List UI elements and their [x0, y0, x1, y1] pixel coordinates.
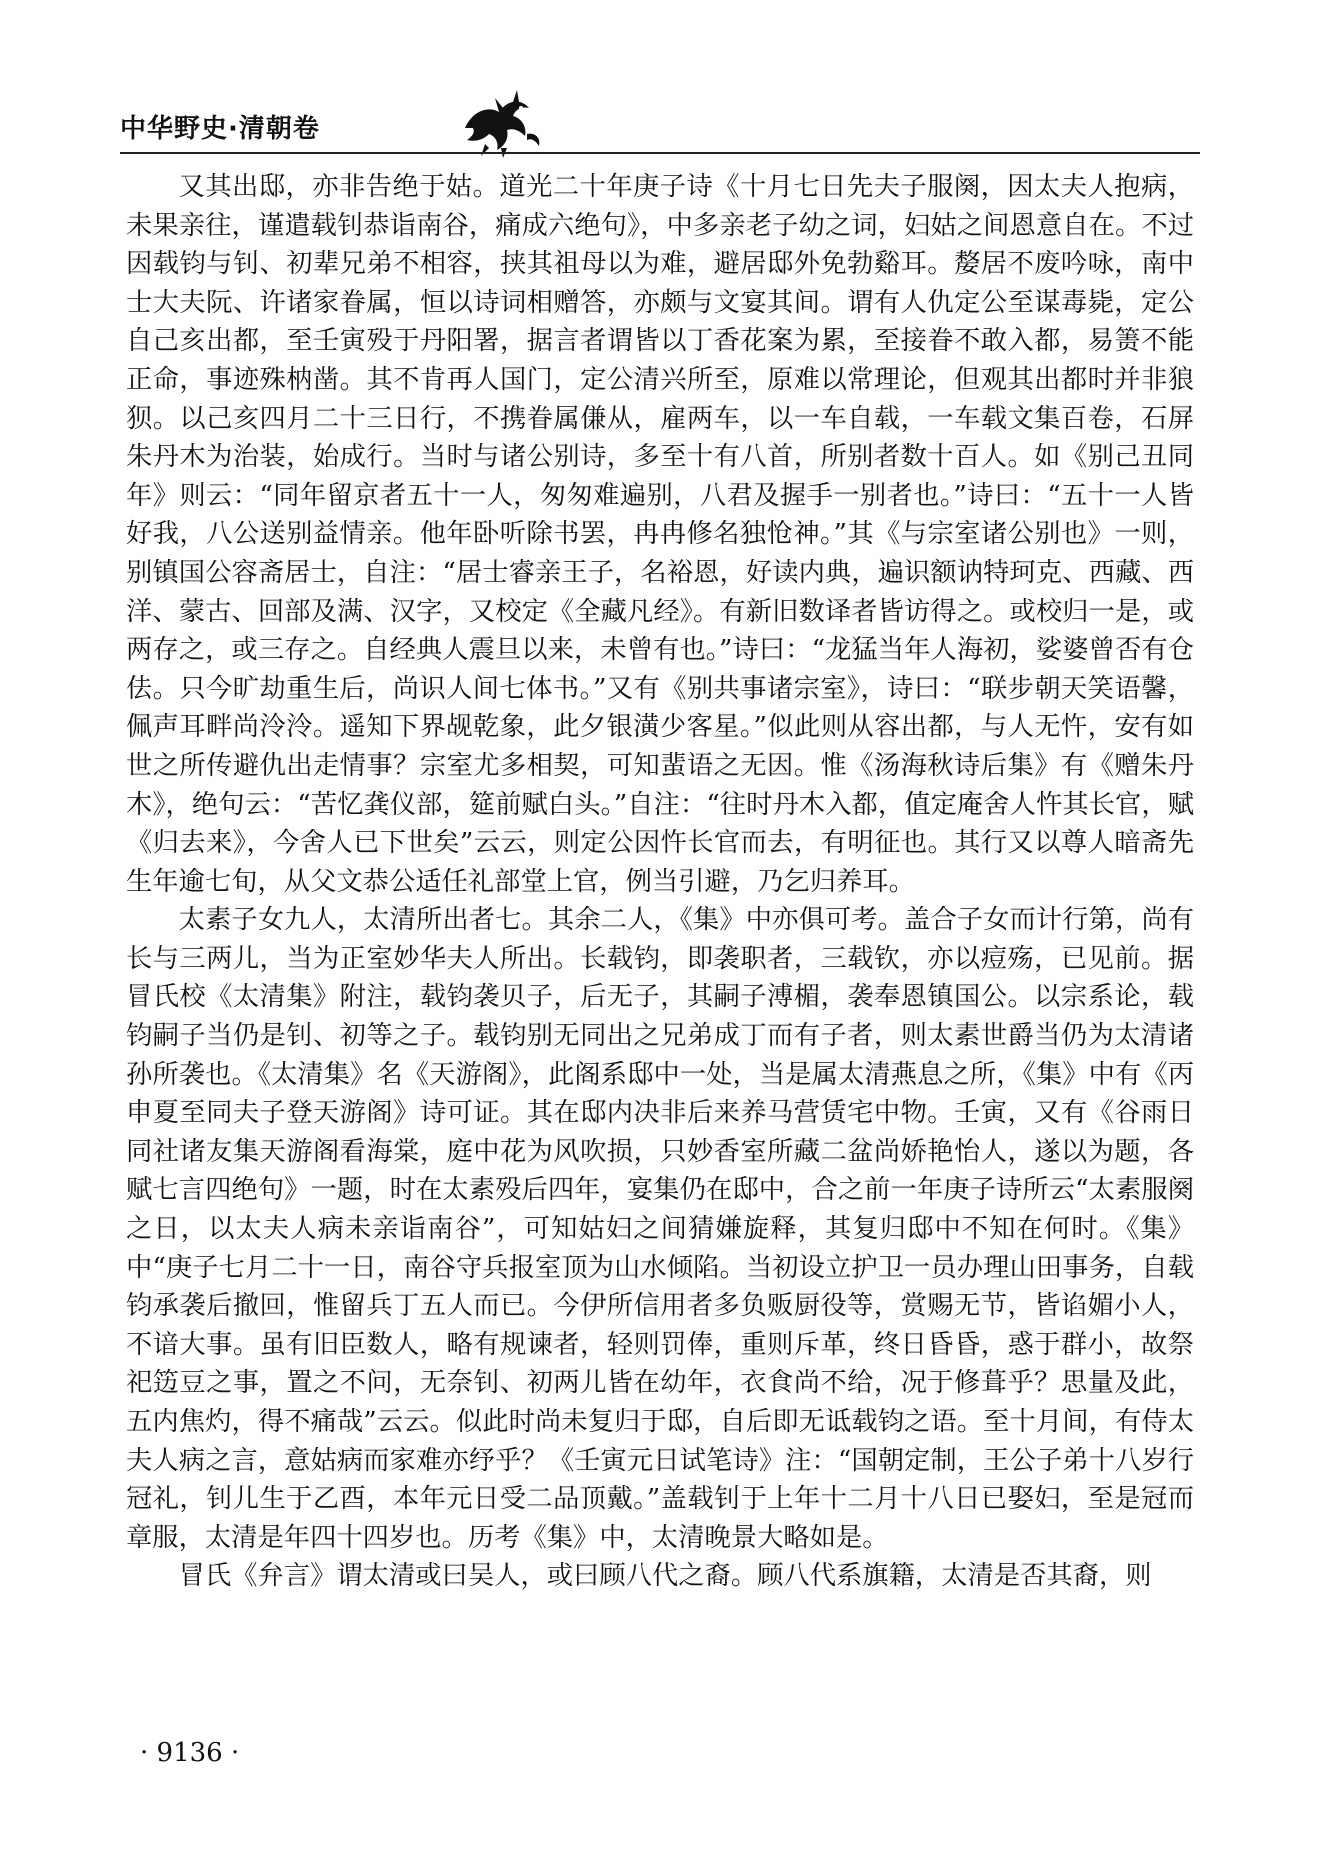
body-paragraph: 太素子女九人，太清所出者七。其余二人，《集》中亦俱可考。盖合子女而计行第，尚有长与三两儿，当为正室妙华夫人所出。长载钧，即袭职者，三载钦，亦以痘殇，已见前。据冒氏校《太清集》附注，载钧袭贝子，后无子，其嗣子溥楣，袭奉恩镇国公。以宗系论，载钧嗣子当仍是钊、初等之子。载钧别无同出之兄弟成丁而有子者，则太素世爵当仍为太清诸孙所袭也。《太清集》名《天游阁》，此阁系邸中一处，当是属太清燕息之所，《集》中有《丙申夏至同夫子登天游阁》诗可证。其在邸内决非后来养马营赁宅中物。壬寅，又有《谷雨日同社诸友集天游阁看海棠，庭中花为风吹损，只妙香室所藏二盆尚娇艳怡人，遂以为题，各赋七言四绝句》一题，时在太素殁后四年，宴集仍在邸中，合之前一年庚子诗所云“太素服阕之日，以太夫人病未亲诣南谷”，可知姑妇之间猜嫌旋释，其复归邸中不知在何时。《集》中“庚子七月二十一日，南谷守兵报室顶为山水倾陷。当初设立护卫一员办理山田事务，自载钧承袭后撤回，惟留兵丁五人而已。今伊所信用者多负贩厨役等，赏赐无节，皆谄媚小人，不谙大事。虽有旧臣数人，略有规谏者，轻则罚俸，重则斥革，终日昏昏，惑于群小，故祭祀笾豆之事，置之不问，无奈钊、初两儿皆在幼年，衣食尚不给，况于修葺乎？思量及此，五内焦灼，得不痛哉”云云。似此时尚未复归于邸，自后即无诋载钧之语。至十月间，有侍太夫人病之言，意姑病而家难亦纾乎？《壬寅元日试笔诗》注：“国朝定制，王公子弟十八岁行冠礼，钊儿生于乙酉，本年元日受二品顶戴。”盖载钊于上年十二月十八日已娶妇，至是冠而章服，太清是年四十四岁也。历考《集》中，太清晚景大略如是。: [126, 905, 1194, 1553]
dragon-emblem-icon: [455, 88, 545, 158]
body-paragraph: 又其出邸，亦非告绝于姑。道光二十年庚子诗《十月七日先夫子服阕，因太夫人抱病，未果亲往，谨遣载钊恭诣南谷，痛成六绝句》，中多亲老子幼之词，妇姑之间恩意自在。不过因载钧与钊、初辈兄弟不相容，挟其祖母以为难，避居邸外免勃谿耳。嫠居不废吟咏，南中士大夫阮、许诸家眷属，恒以诗词相赠答，亦颇与文宴其间。谓有人仇定公至谋毒毙，定公自己亥出都，至壬寅殁于丹阳署，据言者谓皆以丁香花案为累，至接眷不敢入都，易箦不能正命，事迹殊枘凿。其不肯再人国门，定公清兴所至，原难以常理论，但观其出都时并非狼狈。以己亥四月二十三日行，不携眷属傔从，雇两车，以一车自载，一车载文集百卷，石屏朱丹木为治装，始成行。当时与诸公别诗，多至十有八首，所别者数十百人。如《别己丑同年》则云：“同年留京者五十一人，匆匆难遍别，八君及握手一别者也。”诗曰：“五十一人皆好我，八公送别益情亲。他年卧听除书罢，冉冉修名独怆神。”其《与宗室诸公别也》一则，别镇国公容斋居士，自注：“居士睿亲王子，名裕恩，好读内典，遍识额讷特珂克、西藏、西洋、蒙古、回部及满、汉字，又校定《全藏凡经》。有新旧数译者皆访得之。或校归一是，或两存之，或三存之。自经典人震旦以来，未曾有也。”诗曰：“龙猛当年人海初，娑婆曾否有仓佉。只今旷劫重生后，尚识人间七体书。”又有《别共事诸宗室》，诗曰：“联步朝天笑语馨，佩声耳畔尚泠泠。遥知下界觇乾象，此夕银潢少客星。”似此则从容出都，与人无忤，安有如世之所传避仇出走情事？宗室尤多相契，可知蜚语之无因。惟《汤海秋诗后集》有《赠朱丹木》，绝句云：“苦忆龚仪部，筵前赋白头。”自注：“往时丹木入都，值定庵舍人忤其长官，赋《归去来》，今舍人已下世矣”云云，则定公因忤长官而去，有明征也。其行又以尊人暗斋先生年逾七旬，从父文恭公适任礼部堂上官，例当引避，乃乞归养耳。: [126, 172, 1194, 897]
body-paragraph: 冒氏《弁言》谓太清或曰吴人，或曰顾八代之裔。顾八代系旗籍，太清是否其裔，则: [178, 1561, 1152, 1592]
book-title: 中华野史·清朝卷: [120, 114, 320, 144]
page-body: [126, 168, 1194, 1596]
page-number: · 9136 ·: [140, 1738, 240, 1768]
header-rule: [120, 152, 1200, 154]
running-header: [120, 80, 540, 160]
